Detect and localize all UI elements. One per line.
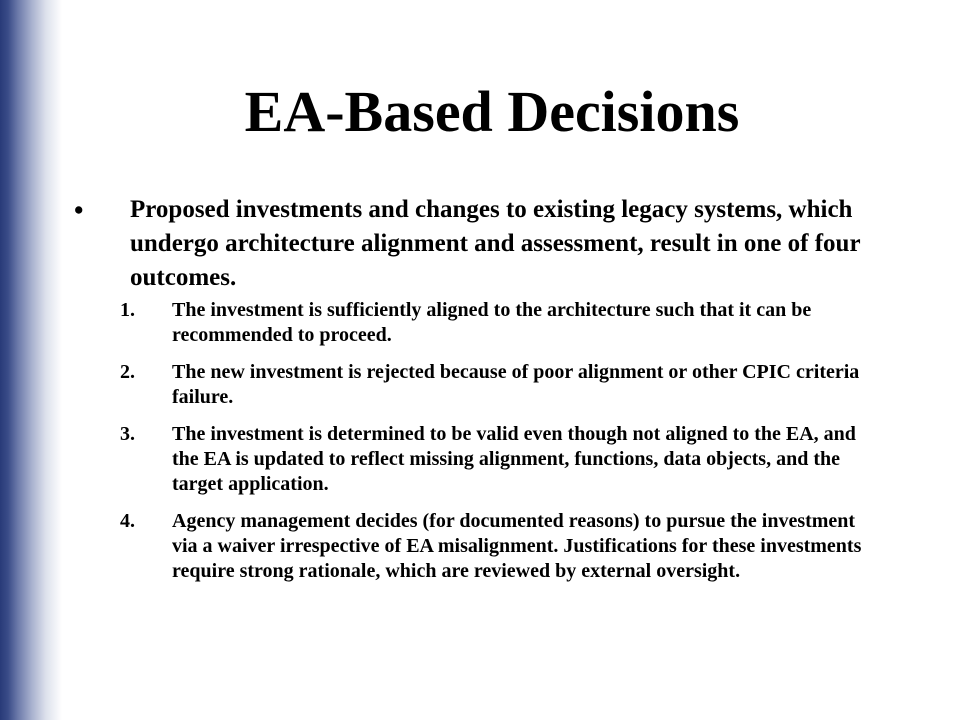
outcome-text: The new investment is rejected because of poor alignment or other CPIC criteria failure. — [172, 361, 860, 408]
bullet-text: Proposed investments and changes to existing legacy systems, which undergo architecture alignment and assessment, result in one of four outcomes. — [130, 196, 861, 291]
outcome-item — [120, 422, 880, 497]
outcome-text: The investment is determined to be valid even though not aligned to the EA, and the EA is updated to reflect missing alignment, functions, data objects, and the target application. — [172, 423, 856, 495]
bullet-marker: • — [74, 195, 84, 225]
slide-title: EA-Based Decisions — [244, 79, 740, 144]
main-bullet — [74, 193, 864, 295]
outcome-item — [120, 360, 880, 410]
outcome-list — [120, 298, 880, 596]
outcome-text: The investment is sufficiently aligned to the architecture such that it can be recommended to proceed. — [172, 299, 812, 346]
outcome-number: 2. — [120, 361, 135, 383]
side-gradient-bar — [0, 0, 62, 720]
outcome-text: Agency management decides (for documented reasons) to pursue the investment via a waiver irrespective of EA misalignment. Justifications for these investments require strong rationale, which are reviewed by external oversight. — [172, 510, 862, 582]
outcome-number: 3. — [120, 423, 135, 445]
outcome-number: 1. — [120, 299, 135, 321]
outcome-item — [120, 298, 880, 348]
outcome-item — [120, 509, 880, 584]
outcome-number: 4. — [120, 510, 135, 532]
